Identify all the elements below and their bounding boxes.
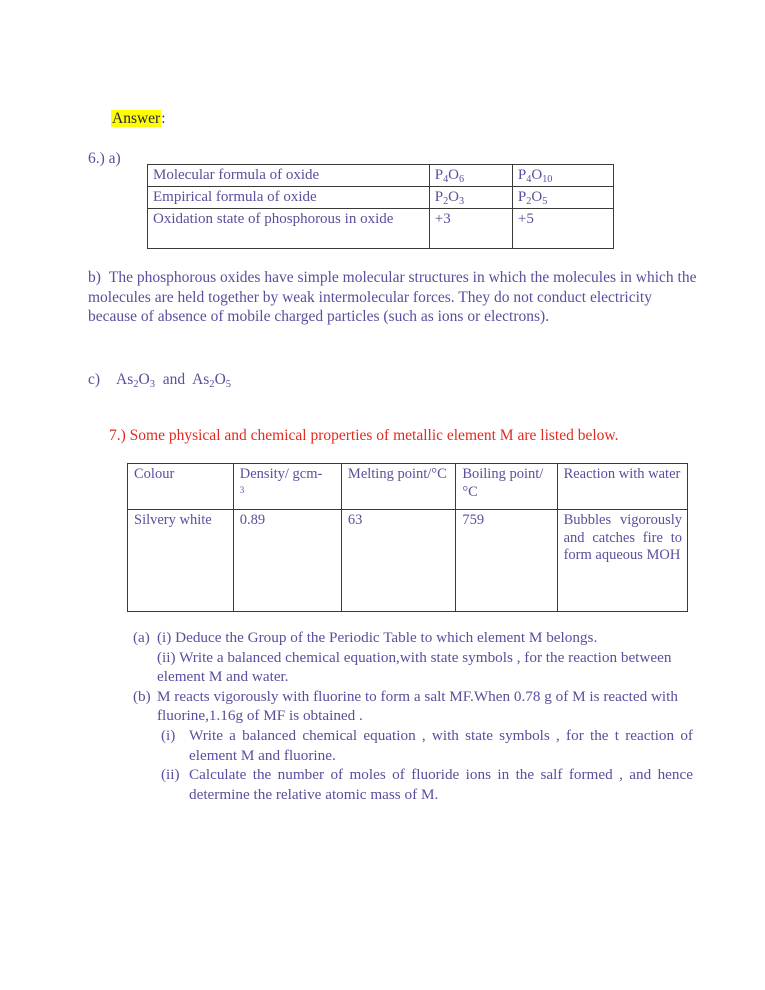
header-density-text: Density/ gcm [239, 466, 318, 482]
part-b-text: The phosphorous oxides have simple molecular structures in which the molecules in which the molecules are held together by weak intermolecular forces. They do not conduct electricity because of absence of mobile charged particles (such as ions or electrons). [88, 269, 697, 325]
answer-highlight: Answer [112, 110, 161, 127]
subpart-b-i-marker: (i) [161, 726, 176, 744]
header-melting-point: Melting point/°C [341, 464, 455, 510]
question-7-heading: 7.) Some physical and chemical properties of metallic element M are listed below. [109, 427, 619, 444]
question-6-label: 6.) a) [88, 150, 121, 167]
subpart-a-ii-text: (ii) Write a balanced chemical equation,with state symbols , for the reaction between element M and water. [157, 648, 672, 686]
cell-density: 0.89 [233, 510, 341, 612]
answer-colon: : [161, 110, 166, 127]
table-row [128, 510, 688, 612]
row-label-molecular-formula: Molecular formula of oxide [148, 165, 430, 187]
part-b-marker: b) [88, 269, 101, 286]
list-item [133, 648, 693, 687]
header-density-exponent: 3 [239, 484, 245, 495]
part-c-marker: c) [88, 371, 101, 388]
cell-colour: Silvery white [128, 510, 234, 612]
table-row [148, 165, 614, 187]
list-item [133, 726, 693, 765]
subpart-b-marker: (b) [133, 687, 151, 705]
cell-melting-point: 63 [341, 510, 455, 612]
element-properties-table [127, 463, 688, 612]
header-density-minus: - [317, 466, 323, 482]
header-density [233, 464, 341, 510]
table-row [148, 209, 614, 249]
header-boiling-point: Boiling point/°C [456, 464, 557, 510]
cell-molecular-formula-a: $P_4O_6$ [429, 165, 512, 187]
list-item [133, 628, 693, 648]
list-item [133, 687, 693, 726]
row-label-oxidation-state: Oxidation state of phosphorous in oxide [148, 209, 430, 249]
subpart-b-ii-marker: (ii) [161, 766, 180, 784]
subpart-b-ii-text: Calculate the number of moles of fluoride ions in the salf formed , and hence determine the relative atomic mass of M. [189, 766, 693, 803]
table-header-row [128, 464, 688, 510]
cell-boiling-point: 759 [456, 510, 557, 612]
subpart-b-body: M reacts vigorously with fluorine to form a salt MF.When 0.78 g of M is reacted with fluorine,1.16g of MF is obtained . [157, 687, 678, 725]
cell-oxidation-state-b: +5 [512, 209, 613, 249]
subpart-a-body [157, 628, 693, 648]
cell-reaction-with-water: Bubbles vigorously and catches fire to form aqueous MOH [557, 510, 687, 612]
header-colour: Colour [128, 464, 234, 510]
cell-oxidation-state-a: +3 [429, 209, 512, 249]
subpart-a-ii-body [157, 648, 693, 687]
cell-empirical-formula-a: $P_2O_3$ [429, 187, 512, 209]
question-7-subparts [133, 628, 693, 804]
header-reaction-with-water: Reaction with water [557, 464, 687, 510]
list-item [133, 765, 693, 804]
subpart-a-marker: (a) [133, 629, 150, 646]
answer-label [111, 110, 166, 128]
part-c-formula-1: $As_2O_3$ [116, 371, 156, 390]
table-row [148, 187, 614, 209]
part-b-paragraph [88, 268, 698, 327]
part-c-paragraph [88, 371, 231, 389]
part-c-conjunction: and [162, 371, 186, 388]
row-label-empirical-formula: Empirical formula of oxide [148, 187, 430, 209]
subpart-a-i-text: (i) Deduce the Group of the Periodic Table to which element M belongs. [157, 629, 598, 646]
part-c-formula-2: $As_2O_5$ [192, 371, 232, 390]
cell-molecular-formula-b: $P_4O_{10}$ [512, 165, 613, 187]
subpart-b-i-text: Write a balanced chemical equation , with state symbols , for the t reaction of element M and fluorine. [189, 726, 693, 764]
oxide-formula-table [147, 164, 614, 249]
cell-empirical-formula-b: $P_2O_5$ [512, 187, 613, 209]
